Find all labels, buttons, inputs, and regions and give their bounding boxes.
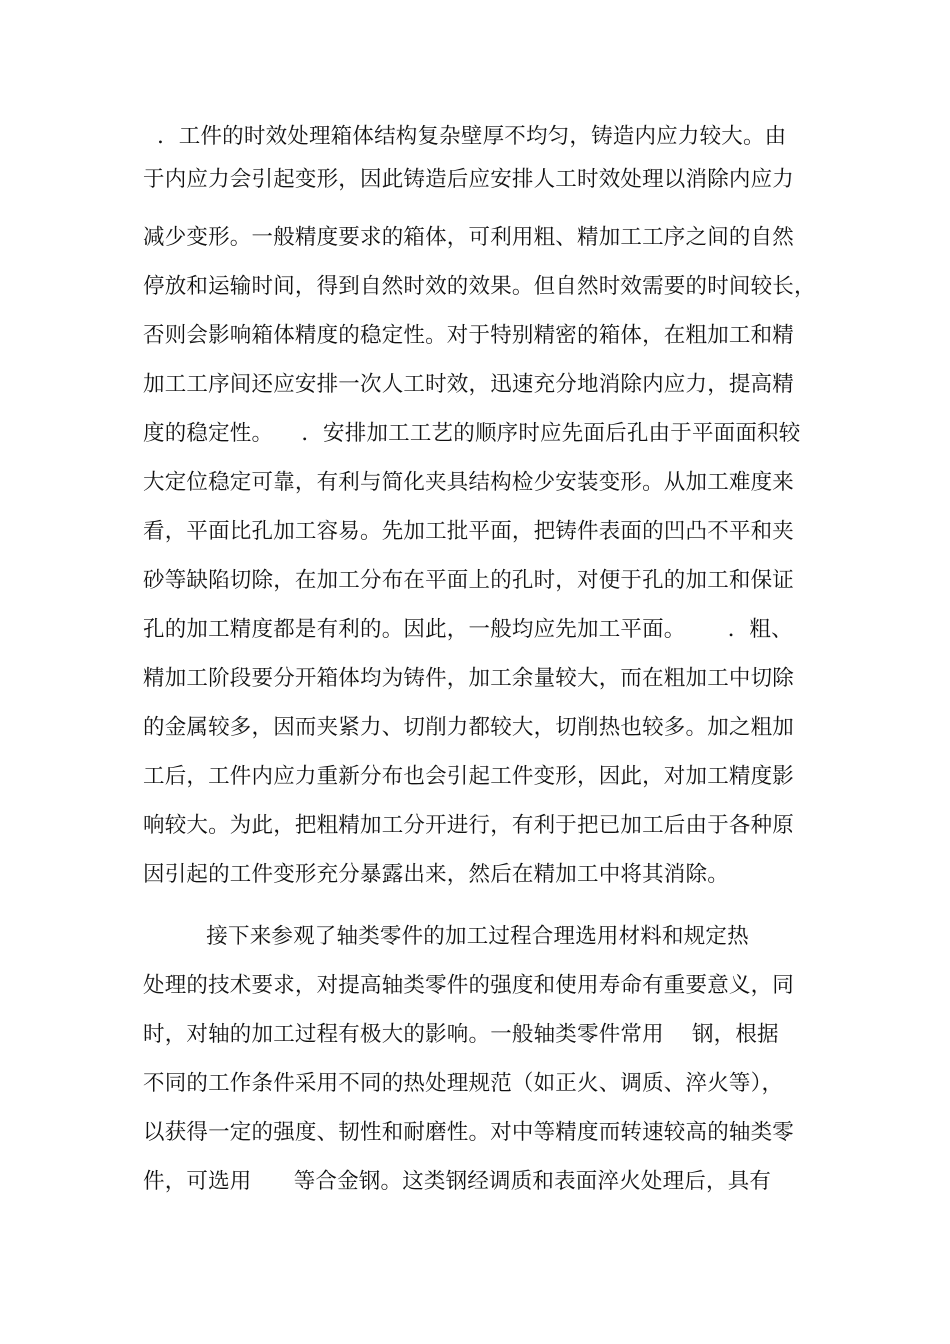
- text-line: 砂等缺陷切除，在加工分布在平面上的孔时，对便于孔的加工和保证: [143, 568, 795, 593]
- text-line: 的金属较多，因而夹紧力、切削力都较大，切削热也较多。加之粗加: [143, 715, 795, 740]
- text-line: 精加工阶段要分开箱体均为铸件，加工余量较大，而在粗加工中切除: [143, 666, 795, 691]
- text-line: 看，平面比孔加工容易。先加工批平面，把铸件表面的凹凸不平和夹: [143, 519, 795, 544]
- text-line: 加工工序间还应安排一次人工时效，迅速充分地消除内应力，提高精: [143, 372, 795, 397]
- text-line: ．工件的时效处理箱体结构复杂壁厚不均匀，铸造内应力较大。由: [143, 124, 787, 149]
- text-line: 于内应力会引起变形，因此铸造后应安排人工时效处理以消除内应力: [143, 167, 795, 192]
- text-line: 以获得一定的强度、韧性和耐磨性。对中等精度而转速较高的轴类零: [143, 1120, 795, 1145]
- text-line: 不同的工作条件采用不同的热处理规范（如正火、调质、淬火等），: [143, 1071, 784, 1096]
- text-line: 因引起的工件变形充分暴露出来，然后在精加工中将其消除。: [143, 862, 729, 887]
- text-line: 接下来参观了轴类零件的加工过程合理选用材料和规定热: [143, 924, 749, 949]
- text-line: 处理的技术要求，对提高轴类零件的强度和使用寿命有重要意义，同: [143, 973, 795, 998]
- text-line: 度的稳定性。 ．安排加工工艺的顺序时应先面后孔由于平面面积较: [143, 421, 801, 446]
- text-line: 工后，工件内应力重新分布也会引起工件变形，因此，对加工精度影: [143, 764, 795, 789]
- text-line: 时，对轴的加工过程有极大的影响。一般轴类零件常用 钢，根据: [143, 1022, 779, 1047]
- text-line: 否则会影响箱体精度的稳定性。对于特别精密的箱体，在粗加工和精: [143, 323, 795, 348]
- text-line: 件，可选用 等合金钢。这类钢经调质和表面淬火处理后，具有: [143, 1169, 772, 1194]
- text-line: 响较大。为此，把粗精加工分开进行，有利于把已加工后由于各种原: [143, 813, 795, 838]
- text-line: 大定位稳定可靠，有利与简化夹具结构检少安装变形。从加工难度来: [143, 470, 795, 495]
- text-line: 停放和运输时间，得到自然时效的效果。但自然时效需要的时间较长，: [143, 274, 816, 299]
- text-line: 孔的加工精度都是有利的。因此，一般均应先加工平面。 ．粗、: [143, 617, 793, 642]
- text-line: 减少变形。一般精度要求的箱体，可利用粗、精加工工序之间的自然: [143, 225, 795, 250]
